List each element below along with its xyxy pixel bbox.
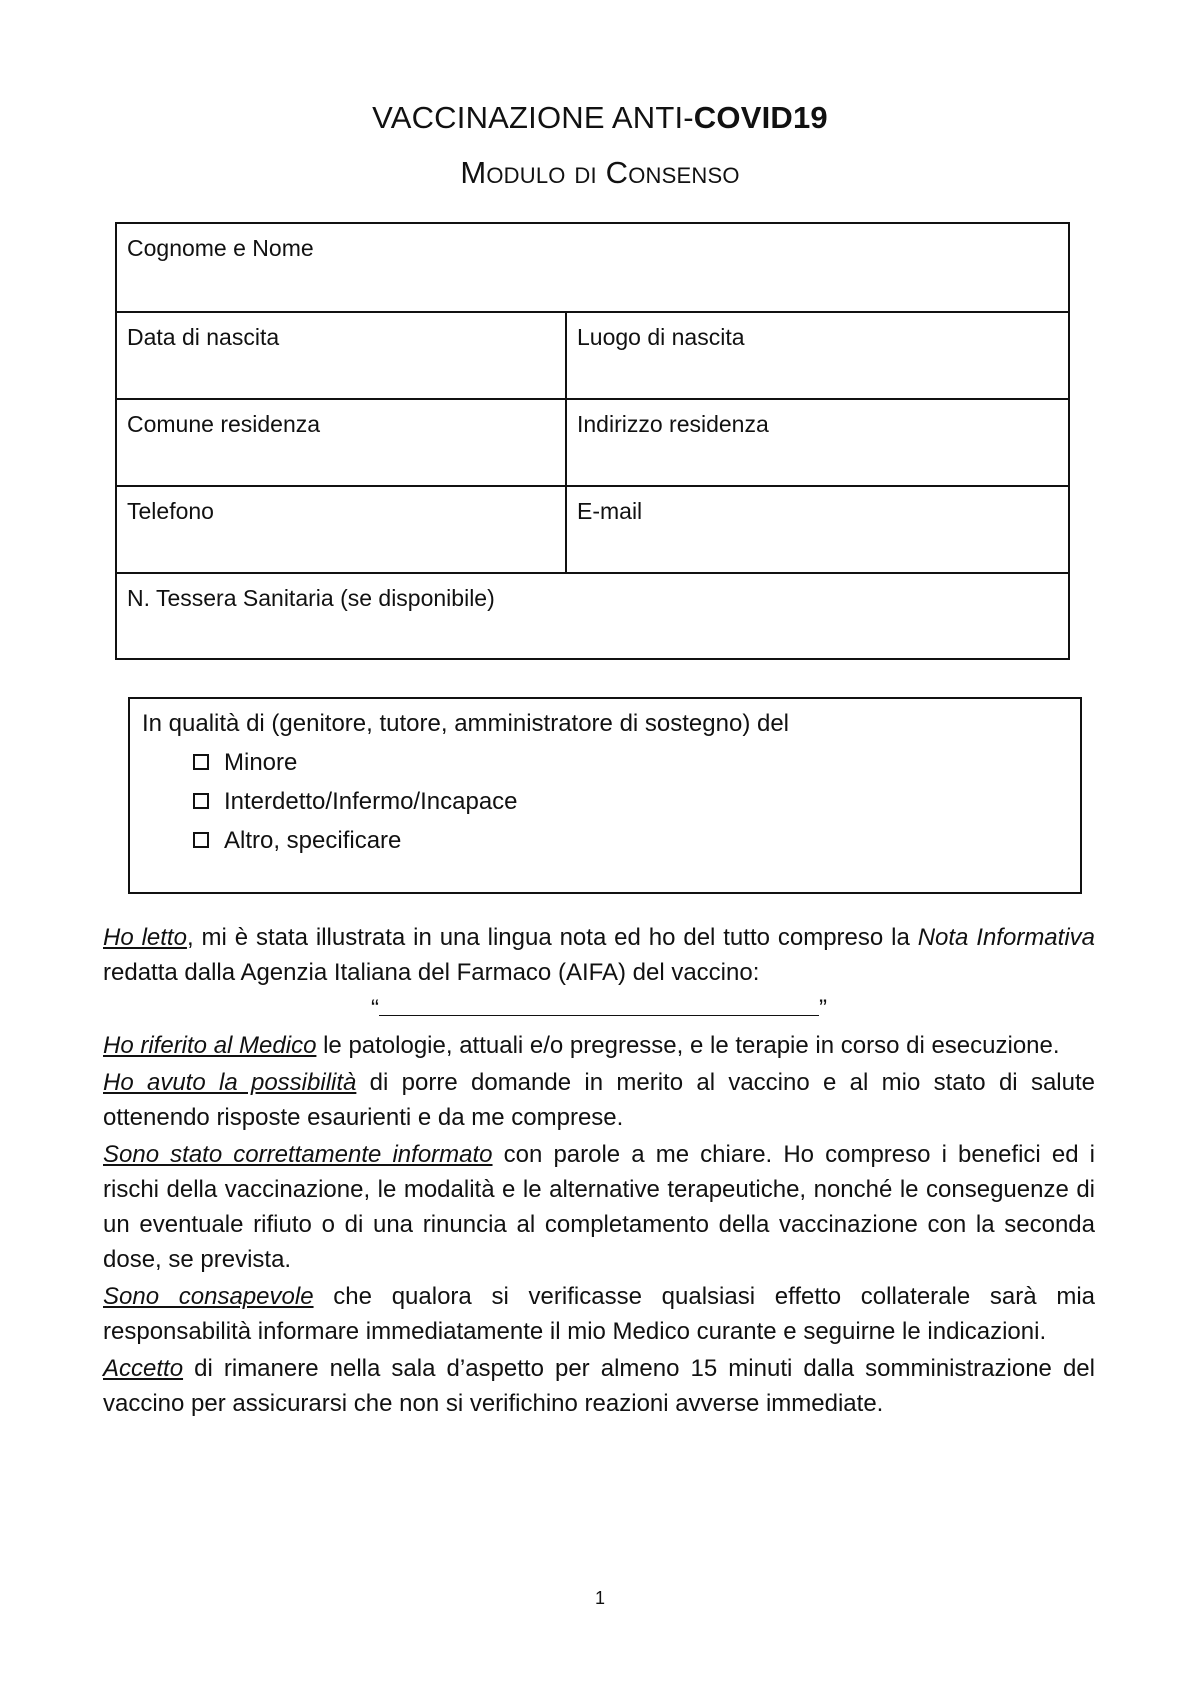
document-title: VACCINAZIONE ANTI-COVID19 (372, 100, 828, 135)
vaccine-name-blank[interactable] (379, 993, 819, 1016)
title-bold: COVID19 (693, 100, 828, 135)
checkbox-altro[interactable] (193, 832, 209, 848)
quality-intro: In qualità di (genitore, tutore, amministratore di sostegno) del (142, 710, 790, 737)
field-telefono[interactable]: Telefono (117, 487, 567, 572)
paragraph-sono-informato: Sono stato correttamente informato con parole a me chiare. Ho compreso i benefici ed i rischi della vaccinazione, le modalità e le alternative terapeutiche, nonché le conseguenze di un eventuale rifiuto o di una rinuncia al completamento della vaccinazione con la seconda dose, se prevista. (103, 1141, 1095, 1273)
quality-box (128, 697, 1082, 894)
paragraph-ho-riferito: Ho riferito al Medico le patologie, attuali e/o pregresse, e le terapie in corso di esecuzione. (103, 1032, 1060, 1059)
field-tessera-sanitaria[interactable]: N. Tessera Sanitaria (se disponibile) (127, 585, 495, 611)
nota-informativa: Nota Informativa (917, 924, 1095, 951)
field-indirizzo-residenza[interactable]: Indirizzo residenza (577, 411, 769, 437)
field-cognome-nome[interactable]: Cognome e Nome (127, 235, 314, 261)
row-birth (117, 311, 1068, 398)
paragraph-accetto: Accetto di rimanere nella sala d’aspetto per almeno 15 minuti dalla somministrazione del vaccino per assicurarsi che non si verifichino reazioni avverse immediate. (103, 1355, 1095, 1417)
option-interdetto[interactable] (142, 782, 1068, 821)
page-number: 1 (594, 1588, 605, 1608)
option-label: Minore (224, 749, 298, 776)
paragraph-sono-consapevole: Sono consapevole che qualora si verificasse qualsiasi effetto collaterale sarà mia responsabilità informare immediatamente il mio Medico curante e seguirne le indicazioni. (103, 1283, 1095, 1345)
row-contact (117, 485, 1068, 572)
row-residence (117, 398, 1068, 485)
checkbox-minore[interactable] (193, 754, 209, 770)
option-altro[interactable] (142, 821, 1068, 860)
lead-ho-riferito: Ho riferito al Medico (103, 1032, 317, 1059)
lead-sono-informato: Sono stato correttamente informato (103, 1141, 493, 1168)
lead-sono-consapevole: Sono consapevole (103, 1283, 314, 1310)
lead-accetto: Accetto (103, 1355, 184, 1382)
vaccine-name-line: “ ” (371, 995, 827, 1022)
paragraph-ho-avuto: Ho avuto la possibilità di porre domande in merito al vaccino e al mio stato di salute ottenendo risposte esaurienti e da me comprese. (103, 1069, 1095, 1131)
checkbox-interdetto[interactable] (193, 793, 209, 809)
field-luogo-nascita[interactable]: Luogo di nascita (577, 324, 745, 350)
document-subtitle: Modulo di Consenso (460, 155, 740, 190)
option-label: Altro, specificare (224, 827, 402, 854)
option-label: Interdetto/Infermo/Incapace (224, 788, 518, 815)
lead-ho-letto: Ho letto (103, 924, 187, 951)
field-email[interactable]: E-mail (577, 498, 643, 524)
paragraph-ho-letto: Ho letto, mi è stata illustrata in una lingua nota ed ho del tutto compreso la Nota Informativa redatta dalla Agenzia Italiana del Farmaco (AIFA) del vaccino: (103, 924, 1095, 986)
personal-data-table (115, 222, 1070, 660)
option-minore[interactable] (142, 743, 1068, 782)
consent-text (103, 920, 1095, 1423)
row-tessera (117, 572, 1068, 659)
field-comune-residenza[interactable]: Comune residenza (117, 400, 567, 485)
field-data-nascita[interactable]: Data di nascita (117, 313, 567, 398)
row-name (117, 224, 1068, 311)
lead-ho-avuto: Ho avuto la possibilità (103, 1069, 357, 1096)
